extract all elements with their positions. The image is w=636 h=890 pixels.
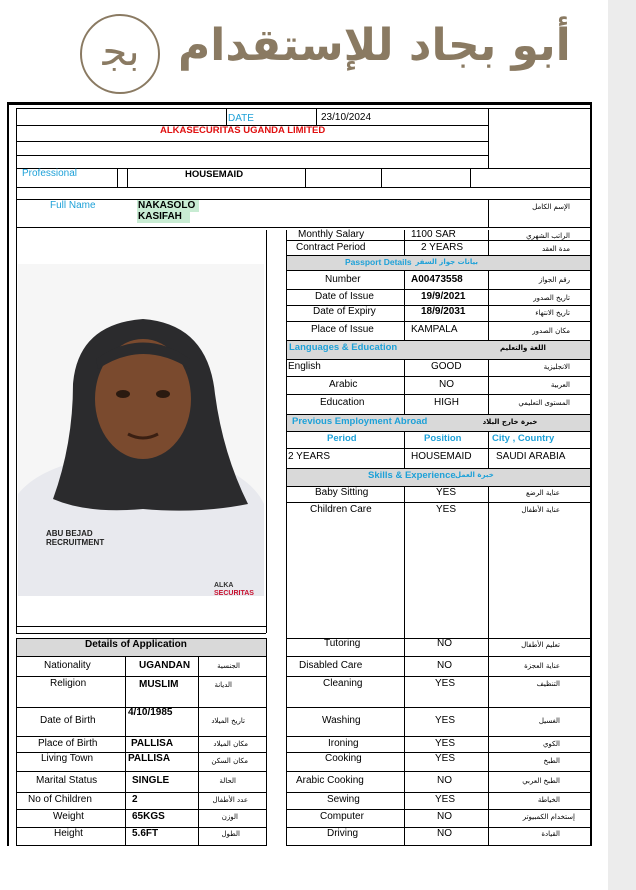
application-row-arabic: عدد الأطفال [212, 796, 248, 804]
application-row-value: SINGLE [132, 775, 170, 786]
skills-title: Skills & Experience [368, 470, 456, 481]
application-row-label: Living Town [41, 753, 94, 764]
passport-row-value: 18/9/2031 [421, 306, 466, 317]
application-row-label: Weight [53, 811, 84, 822]
skill-row-value: YES [435, 715, 456, 726]
employment-title: Previous Employment Abroad [292, 416, 428, 427]
full-name-line2: KASIFAH [138, 211, 182, 222]
skill-row-value: NO [437, 638, 452, 649]
skill-row-arabic: الطبخ [543, 757, 560, 765]
frame-top-border [7, 102, 592, 105]
frame-right-border [590, 102, 592, 846]
application-row-label: Nationality [44, 660, 91, 671]
candidate-photo [18, 264, 264, 596]
employment-col-position: Position [424, 433, 462, 444]
passport-row-label: Number [325, 274, 361, 285]
skill-row-value: NO [437, 775, 452, 786]
application-row-arabic: الديانة [214, 681, 232, 689]
frame-left-border [7, 102, 9, 846]
brand-logo-glyph: ﺑﺠ [102, 29, 140, 75]
application-row-value: PALLISA [131, 738, 174, 749]
skill-row-label: Children Care [310, 504, 372, 515]
passport-row-label: Date of Expiry [313, 306, 376, 317]
skill-row-arabic: عناية العجزة [524, 662, 560, 670]
skill-row-value: YES [435, 738, 456, 749]
professional-label: Professional [22, 168, 78, 179]
period-label: Contract Period [296, 242, 366, 253]
application-row-value: 65KGS [132, 811, 165, 822]
photo-badge-left-line1: ABU BEJAD [46, 529, 93, 538]
language-row-value: GOOD [431, 361, 462, 372]
photo-badge-right-line1: ALKA [214, 582, 234, 589]
application-row-arabic: الطول [221, 830, 240, 838]
skill-row-value: YES [435, 678, 456, 689]
agency-name: ALKASECURITAS UGANDA LIMITED [160, 125, 326, 136]
application-row-arabic: الوزن [221, 813, 238, 821]
application-row-arabic: تاريخ الميلاد [211, 717, 245, 725]
full-name-label: Full Name [50, 200, 96, 211]
application-row-value: 2 [132, 794, 138, 805]
skill-row-label: Tutoring [324, 638, 361, 649]
skill-row-label: Driving [327, 828, 359, 839]
skill-row-arabic: عناية الرضع [526, 489, 560, 497]
skill-row-label: Arabic Cooking [296, 775, 364, 786]
application-row-label: Place of Birth [38, 738, 98, 749]
period-arabic: مدة العقد [542, 245, 570, 253]
skill-row-arabic: القيادة [541, 830, 560, 838]
employment-col-period: Period [327, 433, 357, 444]
employment-country: SAUDI ARABIA [496, 451, 566, 462]
skill-row-value: YES [436, 504, 457, 515]
brand-name-arabic: أبو بجاد للإستقدام [178, 20, 571, 71]
language-row-arabic: المستوى التعليمي [518, 399, 570, 407]
skill-row-label: Sewing [327, 794, 360, 805]
language-row-label: English [288, 361, 321, 372]
passport-row-arabic: تاريخ الانتهاء [535, 309, 570, 317]
period-value: 2 YEARS [421, 242, 464, 253]
brand-logo [80, 14, 160, 94]
passport-row-label: Place of Issue [311, 324, 374, 335]
application-row-value: UGANDAN [139, 660, 191, 671]
passport-row-arabic: تاريخ الصدور [533, 294, 570, 302]
professional-value: HOUSEMAID [185, 169, 244, 180]
skill-row-label: Washing [322, 715, 361, 726]
skill-row-arabic: الكوي [542, 740, 560, 748]
skill-row-label: Disabled Care [299, 660, 363, 671]
passport-row-value: A00473558 [411, 274, 463, 285]
passport-title-arabic: بيانات جواز السفر [415, 258, 478, 266]
application-row-label: Religion [50, 678, 87, 689]
skill-row-value: YES [435, 794, 456, 805]
passport-row-value: KAMPALA [411, 324, 458, 335]
application-row-label: Height [54, 828, 83, 839]
employment-period: 2 YEARS [288, 451, 331, 462]
languages-title: Languages & Education [289, 342, 398, 353]
employment-col-country: City , Country [492, 433, 555, 444]
language-row-arabic: الانجليزية [543, 363, 570, 371]
skill-row-arabic: إستخدام الكمبيوتر [522, 813, 575, 821]
skill-row-value: NO [437, 660, 452, 671]
passport-row-value: 19/9/2021 [421, 291, 466, 302]
skill-row-label: Baby Sitting [315, 487, 369, 498]
application-row-value: 5.6FT [132, 828, 159, 839]
salary-value: 1100 SAR [411, 229, 456, 240]
application-row-value: 4/10/1985 [128, 707, 173, 718]
salary-label: Monthly Salary [298, 229, 365, 240]
skill-row-arabic: التنظيف [536, 680, 560, 688]
photo-badge-left-line2: RECRUITMENT [46, 538, 105, 547]
passport-row-arabic: رقم الجواز [538, 276, 570, 284]
skill-row-arabic: الخياطة [537, 796, 560, 804]
skill-row-value: NO [437, 811, 452, 822]
application-row-arabic: مكان الميلاد [213, 740, 248, 748]
date-label: DATE [228, 113, 254, 124]
passport-row-label: Date of Issue [315, 291, 374, 302]
passport-row-arabic: مكان الصدور [532, 327, 570, 335]
skill-row-label: Cooking [325, 753, 362, 764]
page-margin-shade [608, 0, 636, 890]
language-row-value: HIGH [434, 397, 459, 408]
skill-row-arabic: عناية الأطفال [521, 506, 560, 514]
date-value: 23/10/2024 [321, 112, 372, 123]
skill-row-value: YES [435, 753, 456, 764]
full-name-line1: NAKASOLO [138, 200, 196, 211]
skill-row-label: Ironing [328, 738, 359, 749]
language-row-label: Education [320, 397, 365, 408]
skill-row-arabic: الغسيل [538, 717, 560, 725]
passport-title: Passport Details [345, 257, 412, 267]
application-row-label: Marital Status [36, 775, 98, 786]
salary-arabic: الراتب الشهري [526, 232, 570, 240]
application-row-value: MUSLIM [139, 679, 179, 690]
skill-row-arabic: تعليم الأطفال [521, 641, 560, 649]
application-row-label: No of Children [28, 794, 92, 805]
application-row-arabic: مكان السكن [211, 757, 248, 765]
application-row-arabic: الحالة [219, 777, 236, 785]
language-row-value: NO [439, 379, 454, 390]
employment-title-arabic: خبرة خارج البلاد [482, 418, 538, 426]
skill-row-label: Cleaning [323, 678, 363, 689]
skill-row-arabic: الطبخ العربي [522, 777, 560, 785]
skill-row-value: NO [437, 828, 452, 839]
language-row-label: Arabic [329, 379, 358, 390]
skill-row-value: YES [436, 487, 457, 498]
employment-position: HOUSEMAID [411, 451, 472, 462]
languages-title-arabic: اللغة والتعليم [500, 344, 546, 352]
skill-row-label: Computer [320, 811, 364, 822]
application-title: Details of Application [85, 639, 187, 650]
application-row-arabic: الجنسية [217, 662, 240, 670]
language-row-arabic: العربية [550, 381, 570, 389]
full-name-arabic: الإسم الكامل [532, 203, 570, 211]
application-row-label: Date of Birth [40, 715, 96, 726]
application-row-value: PALLISA [128, 753, 171, 764]
skills-title-arabic: خبرة العمل [455, 471, 494, 479]
photo-badge-right-line2: SECURITAS [214, 590, 254, 596]
